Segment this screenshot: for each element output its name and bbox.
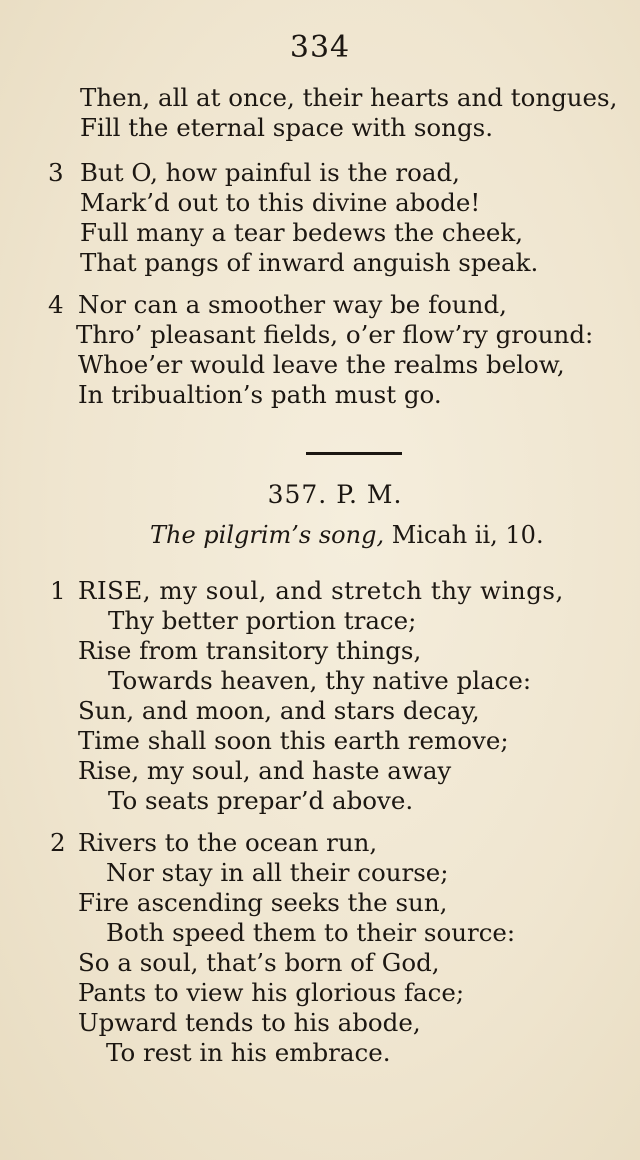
verse-line: To rest in his embrace. [106, 1038, 391, 1067]
stanza-number: 2 [50, 828, 66, 857]
hymn-subtitle-reference: Micah ii, 10. [384, 521, 544, 549]
verse-line: Nor can a smoother way be found, [78, 290, 507, 319]
verse-line: So a soul, that’s born of God, [78, 948, 440, 977]
verse-line: To seats prepar’d above. [108, 786, 414, 815]
verse-line: Both speed them to their source: [106, 918, 516, 947]
verse-line: Fill the eternal space with songs. [80, 113, 494, 142]
verse-line: Thro’ pleasant fields, o’er flow’ry ground: [76, 320, 594, 349]
hymn-subtitle-title: The pilgrim’s song, [150, 521, 385, 549]
verse-line: Rise from transitory things, [78, 636, 422, 665]
verse-line: Whoe’er would leave the realms below, [78, 350, 565, 379]
verse-line: Then, all at once, their hearts and tongues, [80, 83, 618, 112]
verse-line: Upward tends to his abode, [78, 1008, 421, 1037]
stanza-number: 1 [50, 576, 66, 605]
section-divider [306, 452, 402, 455]
verse-line: Fire ascending seeks the sun, [78, 888, 448, 917]
page-number: 334 [289, 30, 351, 65]
verse-line: Pants to view his glorious face; [78, 978, 465, 1007]
hymn-heading: 357. P. M. [267, 480, 403, 509]
verse-line: Nor stay in all their course; [106, 858, 449, 887]
verse-line: Sun, and moon, and stars decay, [78, 696, 480, 725]
hymn-subtitle [150, 521, 544, 549]
verse-line: RISE, my soul, and stretch thy wings, [78, 576, 564, 605]
verse-line: Towards heaven, thy native place: [108, 666, 532, 695]
verse-line: In tribualtion’s path must go. [78, 380, 442, 409]
verse-line: Mark’d out to this divine abode! [80, 188, 481, 217]
verse-line: Rise, my soul, and haste away [78, 756, 452, 785]
verse-line: Rivers to the ocean run, [78, 828, 378, 857]
verse-line: Thy better portion trace; [108, 606, 417, 635]
verse-line: Full many a tear bedews the cheek, [80, 218, 524, 247]
stanza-number: 3 [48, 158, 64, 187]
stanza-number: 4 [48, 290, 64, 319]
verse-line: Time shall soon this earth remove; [78, 726, 509, 755]
verse-line: That pangs of inward anguish speak. [80, 248, 539, 277]
verse-line: But O, how painful is the road, [80, 158, 460, 187]
